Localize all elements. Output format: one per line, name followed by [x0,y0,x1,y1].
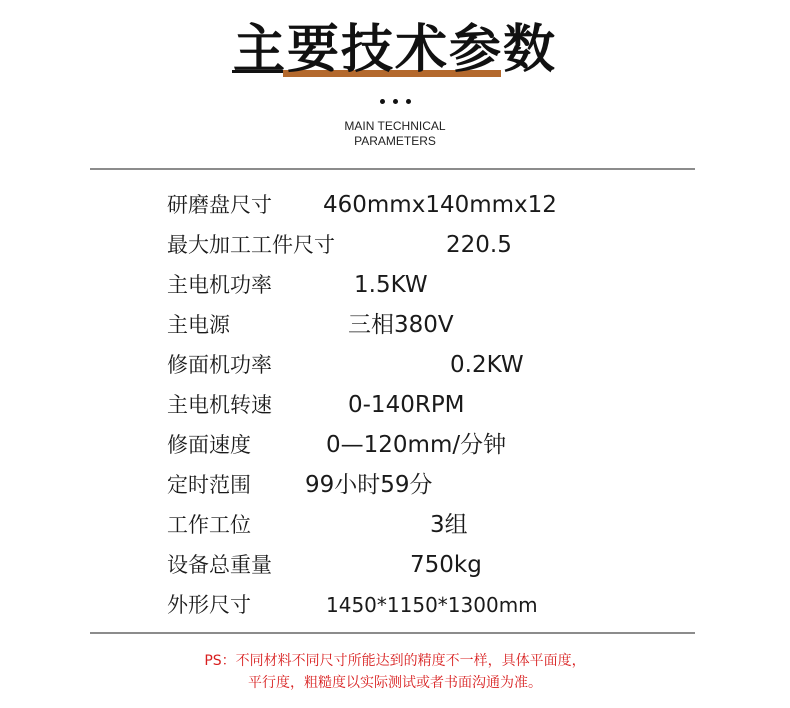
param-label: 最大加工工件尺寸 [167,233,335,257]
param-row-main-motor-power [0,265,790,305]
param-value: 1450*1150*1300mm [326,593,538,617]
param-value: 0-140RPM [348,392,465,418]
param-value: 750kg [410,552,482,578]
subtitle-line-2: PARAMETERS [354,134,436,148]
param-label: 设备总重量 [167,553,272,577]
param-value: 3组 [430,512,468,538]
param-row-main-motor-speed [0,385,790,425]
param-row-total-weight [0,545,790,585]
param-label: 修面速度 [167,433,251,457]
page-subtitle [0,119,790,149]
param-value: 99小时59分 [305,472,433,498]
param-row-grinding-disc [0,185,790,225]
top-divider [90,168,695,170]
param-row-dresser-power [0,345,790,385]
page-title: 主要技术参数 [232,20,557,80]
param-label: 主电机转速 [167,393,272,417]
param-value: 1.5KW [354,272,428,298]
param-label: 研磨盘尺寸 [167,193,272,217]
param-value: 460mmx140mmx12 [323,192,557,218]
dots-decoration [0,96,790,107]
param-label: 定时范围 [167,473,251,497]
param-label: 修面机功率 [167,353,272,377]
param-label: 外形尺寸 [167,593,251,617]
param-value: 三相380V [348,312,454,338]
dot-icon [406,99,411,104]
param-row-main-power [0,305,790,345]
param-value: 0.2KW [450,352,524,378]
param-row-dressing-speed [0,425,790,465]
param-label: 主电机功率 [167,273,272,297]
bottom-divider [90,632,695,634]
footnote-line-2: 平行度，粗糙度以实际测试或者书面沟通为准。 [248,675,542,691]
param-value: 220.5 [446,232,512,258]
param-label: 主电源 [167,313,230,337]
footnote [0,650,790,694]
footnote-line-1: PS：不同材料不同尺寸所能达到的精度不一样，具体平面度， [204,653,586,669]
title-container [0,18,790,82]
dot-icon [380,99,385,104]
dot-icon [393,99,398,104]
param-value: 0—120mm/分钟 [326,432,507,458]
param-row-timer-range [0,465,790,505]
subtitle-line-1: MAIN TECHNICAL [344,119,446,133]
param-label: 工作工位 [167,513,251,537]
param-row-work-stations [0,505,790,545]
param-row-dimensions [0,585,790,625]
param-row-max-workpiece [0,225,790,265]
